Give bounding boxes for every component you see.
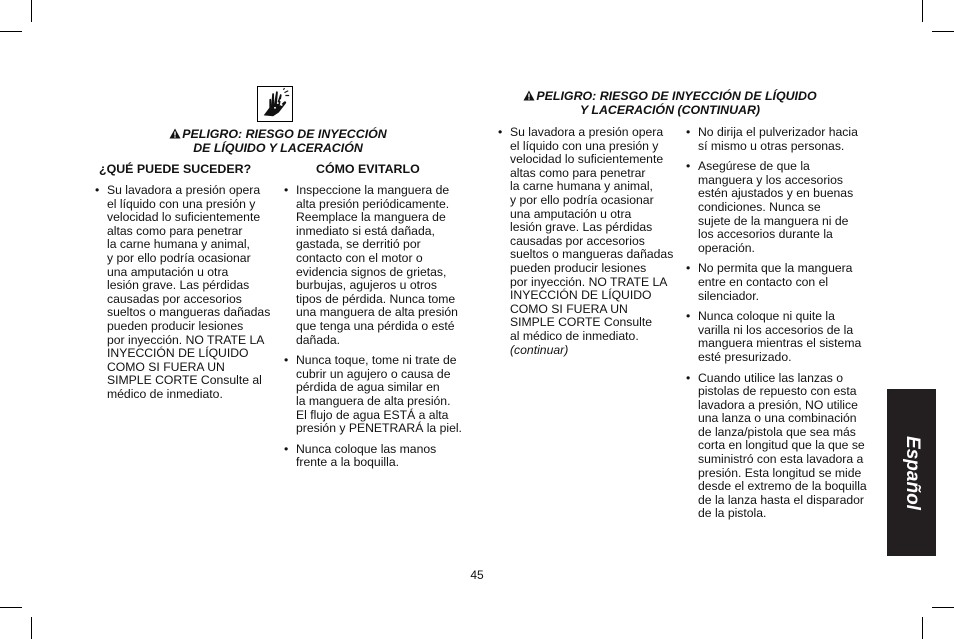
col1-list xyxy=(95,184,280,409)
right-heading-line-2: Y LACERACIÓN (CONTINUAR) xyxy=(579,103,761,117)
language-tab-label: Español xyxy=(901,435,923,510)
hand-injection-hazard-icon xyxy=(257,86,293,122)
left-heading-line-1: PELIGRO: RIESGO DE INYECCIÓN xyxy=(182,127,387,141)
col3-list xyxy=(498,126,683,364)
list-item: • Asegúrese de que la manguera y los accesorios estén ajustados y en buenas condiciones. Nunca se sujete de la manguera ni de los accesorios durante la operación. xyxy=(686,160,881,255)
list-item: • Su lavadora a presión opera el líquido con una presión y velocidad lo suficientemente altas como para penetrar la carne humana y animal, y por ello podría ocasionar una amputación u otra lesión grave. Las pérdidas causadas por accesorios sueltos o mangueras dañadas pueden producir lesiones por inyección. NO TRATE LA INYECCIÓN DE LÍQUIDO COMO SI FUERA UN SIMPLE CORTE Consulte al médico de inmediato. (continuar) xyxy=(498,126,683,357)
crop-mark xyxy=(922,0,923,22)
left-heading-line-2: DE LÍQUIDO Y LACERACIÓN xyxy=(193,141,363,155)
col2-list xyxy=(284,184,474,477)
crop-mark xyxy=(922,617,923,639)
list-item: • Nunca coloque las manos frente a la boquilla. xyxy=(284,443,474,470)
right-danger-heading xyxy=(500,89,840,117)
continued-note: (continuar) xyxy=(510,342,569,357)
list-item: • No permita que la manguera entre en contacto con el silenciador. xyxy=(686,262,881,303)
crop-mark xyxy=(31,617,32,639)
list-item: • No dirija el pulverizador hacia sí mismo u otras personas. xyxy=(686,126,881,153)
warning-triangle-icon xyxy=(523,90,535,101)
warning-triangle-icon xyxy=(169,128,181,139)
col1-title: ¿QUÉ PUEDE SUCEDER? xyxy=(99,162,252,176)
crop-mark xyxy=(932,31,954,32)
language-side-tab xyxy=(887,389,936,556)
page-number: 45 xyxy=(470,568,484,582)
list-item: • Nunca toque, tome ni trate de cubrir un agujero o causa de pérdida de agua similar en la manguera de alta presión. El flujo de agua ESTÁ a alta presión y PENETRARÁ la piel. xyxy=(284,354,474,436)
right-heading-line-1: PELIGRO: RIESGO DE INYECCIÓN DE LÍQUIDO xyxy=(536,89,817,103)
col2-title: CÓMO EVITARLO xyxy=(316,162,420,176)
list-item: • Inspeccione la manguera de alta presión periódicamente. Reemplace la manguera de inmediato si está dañada, gastada, se derritió por contacto con el motor o evidencia signos de grietas, burbujas, agujeros u otros tipos de pérdida. Nunca tome una manguera de alta presión que tenga una pérdida o esté dañada. xyxy=(284,184,474,347)
crop-mark xyxy=(31,0,32,22)
left-danger-heading xyxy=(138,127,418,155)
crop-mark xyxy=(0,607,22,608)
list-item: • Nunca coloque ni quite la varilla ni los accesorios de la manguera mientras el sistema esté presurizado. xyxy=(686,310,881,364)
col4-list xyxy=(686,126,881,528)
list-item: • Cuando utilice las lanzas o pistolas de repuesto con esta lavadora a presión, NO utilice una lanza o una combinación de lanza/pistola que sea más corta en longitud que la que se suministró con esta lavadora a presión. Esta longitud se mide desde el extremo de la boquilla de la lanza hasta el disparador de la pistola. xyxy=(686,372,881,522)
crop-mark xyxy=(0,31,22,32)
crop-mark xyxy=(932,607,954,608)
list-item: • Su lavadora a presión opera el líquido con una presión y velocidad lo suficientemente altas como para penetrar la carne humana y animal, y por ello podría ocasionar una amputación u otra lesión grave. Las pérdidas causadas por accesorios sueltos o mangueras dañadas pueden producir lesiones por inyección. NO TRATE LA INYECCIÓN DE LÍQUIDO COMO SI FUERA UN SIMPLE CORTE Consulte al médico de inmediato. xyxy=(95,184,280,402)
